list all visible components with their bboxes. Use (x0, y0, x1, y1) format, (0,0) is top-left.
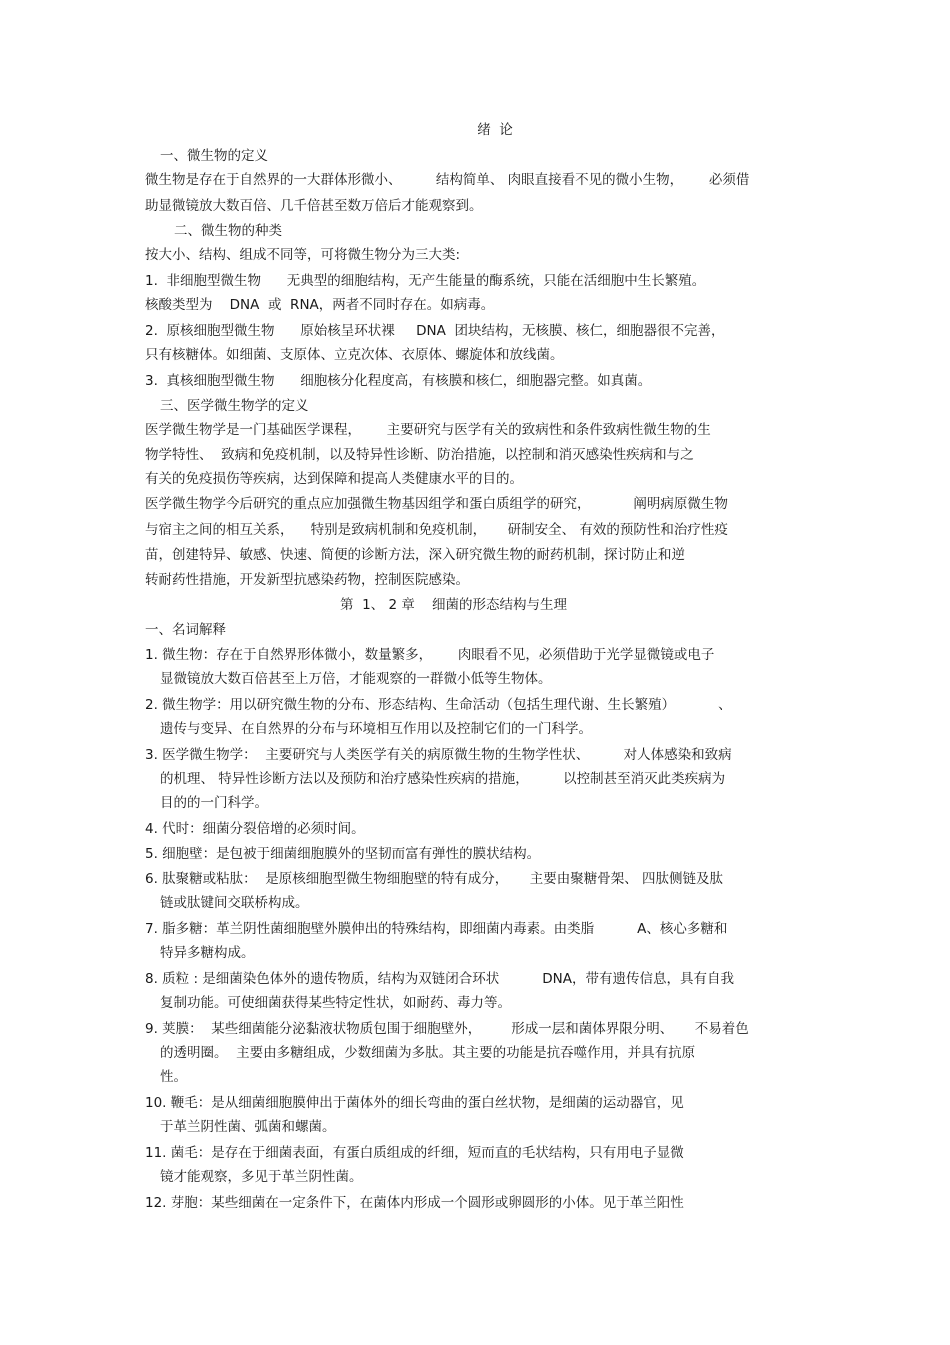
paragraph-line: 助显微镜放大数百倍、几千倍甚至数万倍后才能观察到。 (145, 198, 483, 214)
list-item: 3. 真核细胞型微生物 细胞核分化程度高，有核膜和核仁，细胞器完整。如真菌。 (145, 373, 652, 389)
term-line: 5. 细胞壁：是包被于细菌细胞膜外的坚韧而富有弹性的膜状结构。 (145, 846, 541, 862)
term-line: 7. 脂多糖：革兰阴性菌细胞壁外膜伸出的特殊结构，即细菌内毒素。由类脂 A、核心多糖和 (145, 921, 728, 937)
section-heading: 二、微生物的种类 (174, 223, 282, 239)
list-item: 2. 原核细胞型微生物 原始核呈环状裸 DNA 团块结构，无核膜、核仁，细胞器很不完善， (145, 323, 725, 339)
term-line: 4. 代时：细菌分裂倍增的必须时间。 (145, 821, 365, 837)
paragraph-line: 物学特性、 致病和免疫机制，以及特异性诊断、防治措施，以控制和消灭感染性疾病和与之 (145, 447, 694, 463)
term-line: 11. 菌毛：是存在于细菌表面，有蛋白质组成的纤细，短而直的毛状结构，只有用电子显微 (145, 1145, 684, 1161)
paragraph-line: 微生物是存在于自然界的一大群体形微小、 结构简单、 肉眼直接看不见的微小生物， 必须借 (145, 172, 750, 188)
term-line: 2. 微生物学：用以研究微生物的分布、形态结构、生命活动（包括生理代谢、生长繁殖） 、 (145, 697, 732, 713)
term-line: 链或肽键间交联桥构成。 (160, 895, 309, 911)
term-line: 12. 芽胞：某些细菌在一定条件下，在菌体内形成一个圆形或卵圆形的小体。见于革兰阳性 (145, 1195, 684, 1211)
term-line: 3. 医学微生物学： 主要研究与人类医学有关的病原微生物的生物学性状、 对人体感染和致病 (145, 747, 732, 763)
term-line: 于革兰阴性菌、弧菌和螺菌。 (160, 1119, 336, 1135)
paragraph-line: 按大小、结构、组成不同等，可将微生物分为三大类: (145, 247, 461, 263)
chapter-title: 第 1、 2 章 细菌的形态结构与生理 (340, 597, 568, 613)
paragraph-line: 医学微生物学是一门基础医学课程， 主要研究与医学有关的致病性和条件致病性微生物的生 (145, 422, 711, 438)
section-heading: 一、名词解释 (145, 622, 226, 638)
term-line: 8. 质粒 : 是细菌染色体外的遗传物质，结构为双链闭合环状 DNA，带有遗传信息，具有自我 (145, 971, 734, 987)
term-line: 1. 微生物：存在于自然界形体微小，数量繁多， 肉眼看不见，必须借助于光学显微镜或电子 (145, 647, 715, 663)
term-line: 的机理、 特异性诊断方法以及预防和治疗感染性疾病的措施， 以控制甚至消灭此类疾病为 (160, 771, 726, 787)
term-line: 的透明圈。 主要由多糖组成，少数细菌为多肽。其主要的功能是抗吞噬作用，并具有抗原 (160, 1045, 696, 1061)
paragraph-line: 医学微生物学今后研究的重点应加强微生物基因组学和蛋白质组学的研究， 阐明病原微生物 (145, 496, 728, 512)
term-line: 镜才能观察，多见于革兰阴性菌。 (160, 1169, 363, 1185)
term-line: 目的的一门科学。 (160, 795, 268, 811)
paragraph-line: 苗，创建特异、敏感、快速、简便的诊断方法，深入研究微生物的耐药机制，探讨防止和逆 (145, 547, 685, 563)
list-item: 1. 非细胞型微生物 无典型的细胞结构，无产生能量的酶系统，只能在活细胞中生长繁殖。 (145, 273, 706, 289)
term-line: 遗传与变异、在自然界的分布与环境相互作用以及控制它们的一门科学。 (160, 721, 592, 737)
term-line: 10. 鞭毛：是从细菌细胞膜伸出于菌体外的细长弯曲的蛋白丝状物，是细菌的运动器官，见 (145, 1095, 684, 1111)
term-line: 性。 (160, 1069, 187, 1085)
term-line: 显微镜放大数百倍甚至上万倍，才能观察的一群微小低等生物体。 (160, 671, 552, 687)
paragraph-line: 有关的免疫损伤等疾病，达到保障和提高人类健康水平的目的。 (145, 471, 523, 487)
list-item: 只有核糖体。如细菌、支原体、立克次体、衣原体、螺旋体和放线菌。 (145, 347, 564, 363)
term-line: 9. 荚膜： 某些细菌能分泌黏液状物质包围于细胞壁外， 形成一层和菌体界限分明、 不易着色 (145, 1021, 749, 1037)
section-heading: 一、微生物的定义 (160, 148, 268, 164)
section-heading: 三、医学微生物学的定义 (160, 398, 309, 414)
term-line: 6. 肽聚糖或粘肽： 是原核细胞型微生物细胞壁的特有成分， 主要由聚糖骨架、 四肽侧链及肽 (145, 871, 724, 887)
term-line: 特异多糖构成。 (160, 945, 255, 961)
paragraph-line: 与宿主之间的相互关系， 特别是致病机制和免疫机制， 研制安全、 有效的预防性和治疗性疫 (145, 522, 728, 538)
list-item: 核酸类型为 DNA 或 RNA，两者不同时存在。如病毒。 (145, 297, 495, 313)
page-title: 绪 论 (477, 122, 513, 138)
term-line: 复制功能。可使细菌获得某些特定性状，如耐药、毒力等。 (160, 995, 511, 1011)
paragraph-line: 转耐药性措施，开发新型抗感染药物，控制医院感染。 (145, 572, 469, 588)
